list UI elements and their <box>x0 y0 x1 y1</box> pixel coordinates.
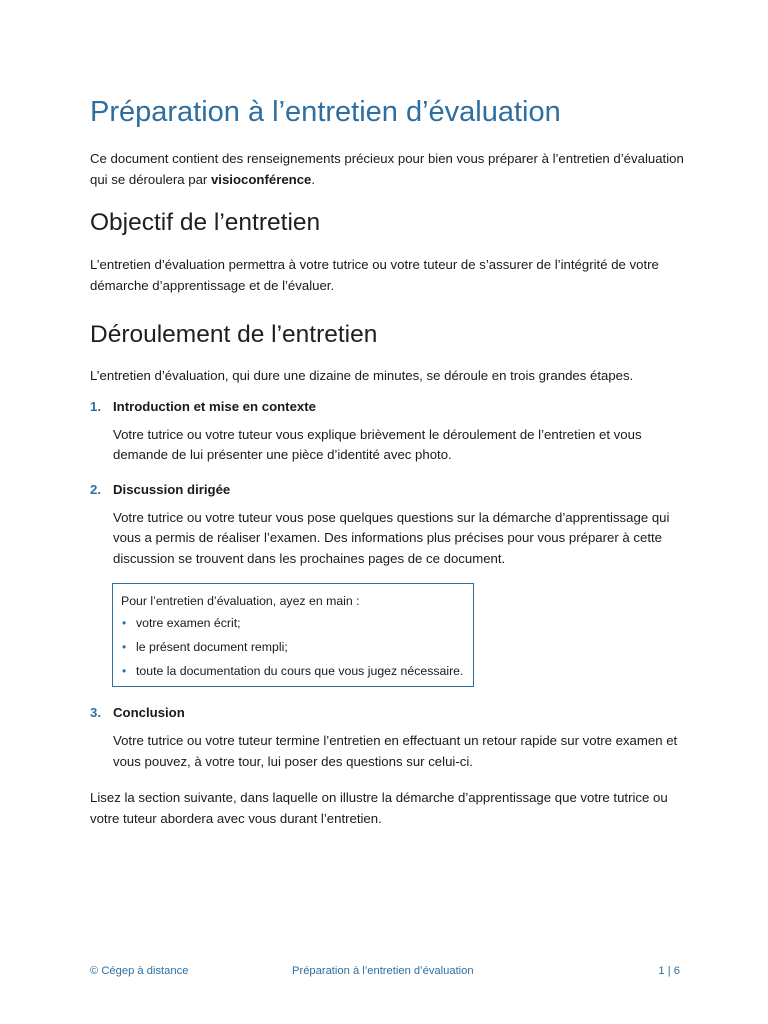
reminder-list-item <box>121 662 465 680</box>
page-footer <box>90 962 680 980</box>
reminder-item-text: le présent document rempli; <box>136 640 288 654</box>
step-item <box>90 480 690 570</box>
intro-end: . <box>311 171 316 187</box>
footer-page-number: 1 | 6 <box>658 965 680 977</box>
step-item <box>90 397 690 466</box>
bullet-icon: • <box>122 616 127 630</box>
bullet-icon: • <box>122 664 127 678</box>
intro-paragraph <box>90 149 690 190</box>
reminder-item-text: votre examen écrit; <box>136 616 241 630</box>
step-title: Introduction et mise en contexte <box>113 398 316 414</box>
intro-bold-keyword: visioconférence <box>210 171 312 187</box>
step-item <box>90 703 690 772</box>
reminder-item-text: toute la documentation du cours que vous jugez nécessaire. <box>136 664 464 678</box>
document-title: Préparation à l’entretien d’évaluation <box>90 96 561 128</box>
reminder-box-title: Pour l’entretien d’évaluation, ayez en main : <box>121 594 360 608</box>
reminder-list-item <box>121 638 465 656</box>
reminder-list-item <box>121 614 465 632</box>
reminder-list <box>121 614 465 680</box>
step-body: Votre tutrice ou votre tuteur termine l’entretien en effectuant un retour rapide sur votre examen et vous pouvez, à votre tour, lui poser des questions sur celui-ci. <box>113 733 678 769</box>
reminder-box <box>112 583 474 687</box>
step-number: 3. <box>90 705 101 720</box>
closing-paragraph: Lisez la section suivante, dans laquelle on illustre la démarche d’apprentissage que votre tutrice ou votre tuteur abordera avec vous durant l’entretien. <box>90 790 668 826</box>
section-heading-deroulement: Déroulement de l’entretien <box>90 321 378 348</box>
step-title: Conclusion <box>113 705 185 720</box>
step-body: Votre tutrice ou votre tuteur vous pose quelques questions sur la démarche d’apprentissage qui vous a permis de réaliser l’examen. Des informations plus précises pour vous préparer à cette discussion se trouvent dans les prochaines pages de ce document. <box>113 509 670 566</box>
step-body: Votre tutrice ou votre tuteur vous explique brièvement le déroulement de l’entretien et vous demande de lui présenter une pièce d’identité avec photo. <box>113 426 642 462</box>
section-text-deroulement: L’entretien d’évaluation, qui dure une dizaine de minutes, se déroule en trois grandes étapes. <box>90 368 634 383</box>
section-text-objectif: L’entretien d’évaluation permettra à votre tutrice ou votre tuteur de s’assurer de l’intégrité de votre démarche d’apprentissage et de l’évaluer. <box>90 257 659 293</box>
section-heading-objectif: Objectif de l’entretien <box>90 209 321 236</box>
step-number: 1. <box>90 398 101 414</box>
bullet-icon: • <box>122 640 127 654</box>
document-content <box>90 92 690 829</box>
footer-document-title: Préparation à l’entretien d’évaluation <box>292 965 474 977</box>
step-number: 2. <box>90 481 101 497</box>
step-title: Discussion dirigée <box>113 481 231 497</box>
footer-copyright: © Cégep à distance <box>90 965 189 977</box>
intro-text: Ce document contient des renseignements précieux pour bien vous préparer à l’entretien d’évaluation qui se déroulera par <box>90 151 684 187</box>
